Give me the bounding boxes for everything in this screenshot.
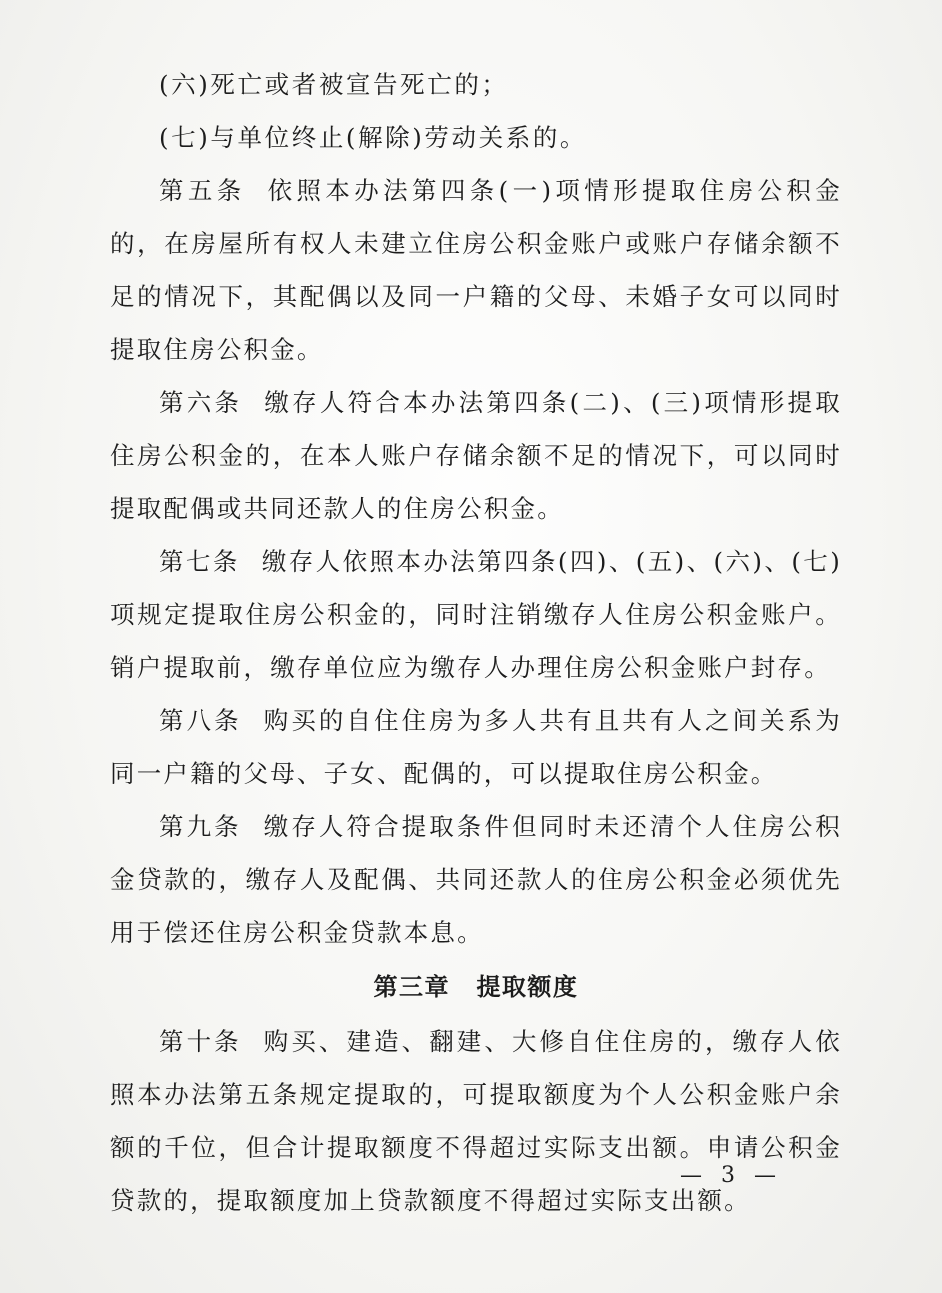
article-10	[110, 1015, 842, 1227]
chapter-title: 提取额度	[476, 973, 579, 1001]
article-5	[110, 164, 842, 376]
article-text: 缴存人依照本办法第四条(四)、(五)、(六)、(七)项规定提取住房公积金的，同时注销缴存人住房公积金账户。销户提取前，缴存单位应为缴存人办理住房公积金账户封存。	[110, 547, 842, 682]
article-text: 缴存人符合提取条件但同时未还清个人住房公积金贷款的，缴存人及配偶、共同还款人的住房公积金必须优先用于偿还住房公积金贷款本息。	[110, 812, 842, 947]
article-8	[110, 694, 842, 800]
article-label: 第十条	[159, 1027, 242, 1056]
article-6	[110, 376, 842, 535]
page-number: — 3 —	[680, 1163, 782, 1188]
article-label: 第九条	[159, 812, 242, 841]
list-item-6: (六)死亡或者被宣告死亡的；	[159, 70, 509, 99]
article-label: 第八条	[159, 706, 242, 735]
chapter-heading	[110, 959, 842, 1015]
article-text: 购买、建造、翻建、大修自住住房的，缴存人依照本办法第五条规定提取的，可提取额度为个人公积金账户余额的千位，但合计提取额度不得超过实际支出额。申请公积金贷款的，提取额度加上贷款额度不得超过实际支出额。	[110, 1027, 842, 1215]
article-text: 购买的自住住房为多人共有且共有人之间关系为同一户籍的父母、子女、配偶的，可以提取住房公积金。	[110, 706, 842, 788]
article-text: 缴存人符合本办法第四条(二)、(三)项情形提取住房公积金的，在本人账户存储余额不足的情况下，可以同时提取配偶或共同还款人的住房公积金。	[110, 388, 842, 523]
article-label: 第七条	[159, 547, 240, 576]
article-7	[110, 535, 842, 694]
document-body	[110, 58, 842, 1227]
article-9	[110, 800, 842, 959]
article-label: 第六条	[159, 388, 243, 417]
article-label: 第五条	[159, 176, 246, 205]
list-item-7: (七)与单位终止(解除)劳动关系的。	[159, 123, 588, 152]
article-text: 依照本办法第四条(一)项情形提取住房公积金的，在房屋所有权人未建立住房公积金账户或账户存储余额不足的情况下，其配偶以及同一户籍的父母、未婚子女可以同时提取住房公积金。	[110, 176, 842, 364]
chapter-number: 第三章	[373, 973, 451, 1001]
